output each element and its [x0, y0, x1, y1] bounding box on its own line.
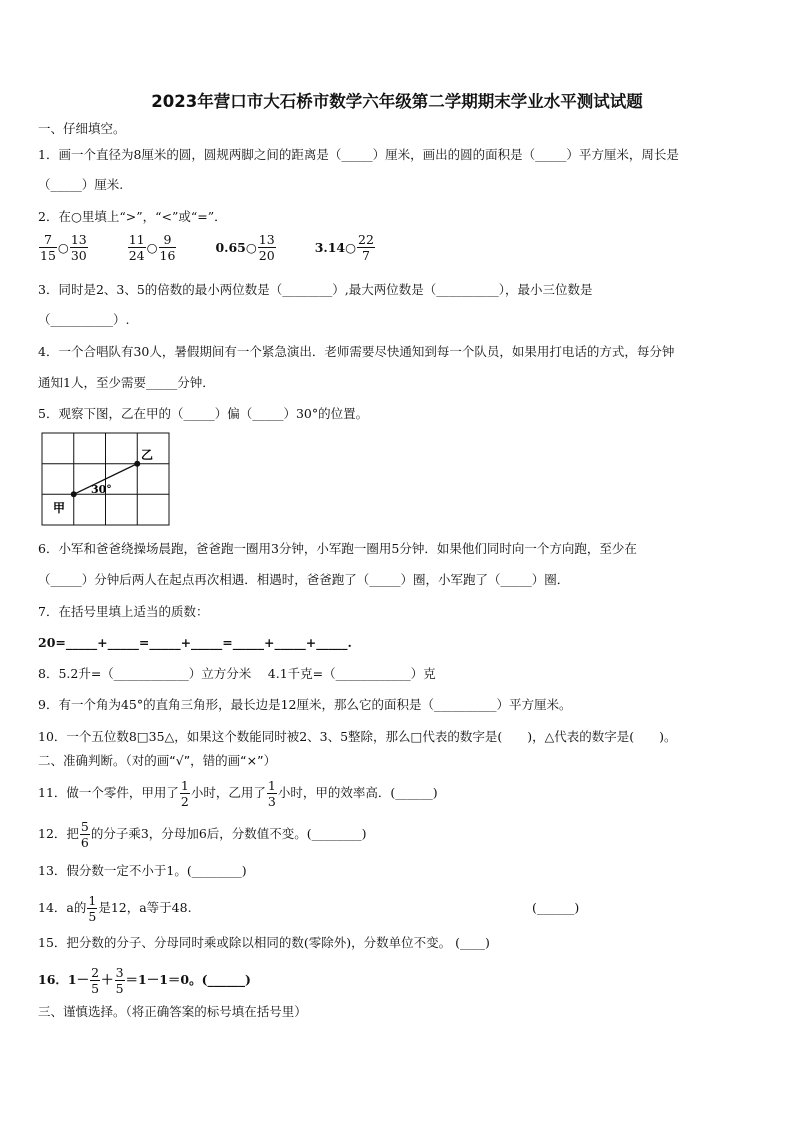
question-1-line-1: 1．画一个直径为8厘米的圆，圆规两脚之间的距离是（_____）厘米，画出的圆的面积是（_____）平方厘米，周长是	[38, 147, 679, 162]
question-10: 10．一个五位数8□35△，如果这个数能同时被2、3、5整除，那么□代表的数字是( )，△代表的数字是( )。	[38, 729, 677, 744]
fraction: $\frac{22}{7}$	[358, 232, 374, 263]
question-9: 9．有一个角为45°的直角三角形，最长边是12厘米，那么它的面积是（__________）平方厘米。	[38, 697, 572, 712]
question-14: 14．a的 $\frac{1}{5}$ 是12，a等于48. (______)	[38, 893, 580, 924]
question-4-line-2: 通知1人，至少需要_____分钟．	[38, 375, 215, 390]
fraction: $\frac{3}{5}$	[115, 965, 124, 996]
label-jia: 甲	[53, 501, 66, 515]
page-title: 2023年营口市大石桥市数学六年级第二学期期末学业水平测试试题	[151, 92, 643, 111]
fraction: $\frac{13}{20}$	[258, 232, 275, 263]
question-2: 2．在○里填上“>”，“<”或“=”．	[38, 209, 227, 224]
question-13: 13．假分数一定不小于1。(________)	[38, 863, 247, 878]
fraction: $\frac{1}{2}$	[180, 778, 189, 809]
question-5: 5．观察下图，乙在甲的（_____）偏（_____）30°的位置。	[38, 406, 369, 421]
fraction: $\frac{5}{6}$	[80, 819, 89, 850]
comparison-b: $\frac{11}{24}$ ○ $\frac{9}{16}$	[128, 232, 176, 263]
question-3-line-1: 3．同时是2、3、5的倍数的最小两位数是（________）,最大两位数是（__________），最小三位数是	[38, 282, 593, 297]
comparison-c: 0.65○ $\frac{13}{20}$	[215, 232, 275, 263]
comparison-a: $\frac{7}{15}$ ○ $\frac{13}{30}$	[40, 232, 87, 263]
question-6-line-1: 6．小军和爸爸绕操场晨跑，爸爸跑一圈用3分钟，小军跑一圈用5分钟．如果他们同时向一个方向跑，至少在	[38, 541, 637, 556]
fraction: $\frac{13}{30}$	[70, 232, 87, 263]
label-yi: 乙	[141, 448, 154, 462]
fraction: $\frac{2}{5}$	[91, 965, 100, 996]
question-15: 15．把分数的分子、分母同时乘或除以相同的数(零除外)，分数单位不变。 (____)	[38, 935, 490, 950]
question-4-line-1: 4．一个合唱队有30人，暑假期间有一个紧急演出．老师需要尽快通知到每一个队员，如果用打电话的方式，每分钟	[38, 344, 675, 359]
fraction: $\frac{7}{15}$	[40, 232, 56, 263]
section-2-heading: 二、准确判断。（对的画“√”，错的画“×”）	[38, 753, 277, 768]
fraction: $\frac{1}{3}$	[267, 778, 276, 809]
question-6-line-2: （_____）分钟后两人在起点再次相遇．相遇时，爸爸跑了（_____）圈，小军跑了（_____）圈．	[38, 572, 570, 587]
point-jia	[71, 491, 77, 497]
point-yi	[134, 461, 140, 467]
question-2-comparisons	[38, 232, 410, 263]
fraction: $\frac{11}{24}$	[128, 232, 145, 263]
question-1-line-2: （_____）厘米.	[38, 177, 124, 192]
angle-label: 30°	[91, 483, 112, 496]
direction-grid-figure	[41, 432, 173, 528]
section-1-heading: 一、仔细填空。	[38, 121, 126, 136]
question-14-answer-paren: (______)	[532, 900, 580, 915]
question-16: 16．1－ $\frac{2}{5}$ ＋ $\frac{3}{5}$ ＝1－1＝0。(______)	[38, 965, 251, 996]
question-3-line-2: （__________）.	[38, 312, 130, 327]
question-12: 12．把 $\frac{5}{6}$ 的分子乘3，分母加6后，分数值不变。(________)	[38, 819, 367, 850]
fraction: $\frac{9}{16}$	[159, 232, 176, 263]
section-3-heading: 三、谨慎选择。（将正确答案的标号填在括号里）	[38, 1004, 307, 1019]
fraction: $\frac{1}{5}$	[88, 893, 97, 924]
comparison-d: 3.14○ $\frac{22}{7}$	[314, 232, 374, 263]
question-11: 11．做一个零件，甲用了 $\frac{1}{2}$ 小时，乙用了 $\frac{1}{3}$ 小时，甲的效率高．(______)	[38, 778, 438, 809]
question-8: 8．5.2升=（____________）立方分米 4.1千克=（____________）克	[38, 666, 436, 681]
question-7-equation: 20=_____+_____=_____+_____=_____+_____+_____.	[38, 635, 352, 650]
question-7: 7．在括号里填上适当的质数：	[38, 604, 209, 619]
